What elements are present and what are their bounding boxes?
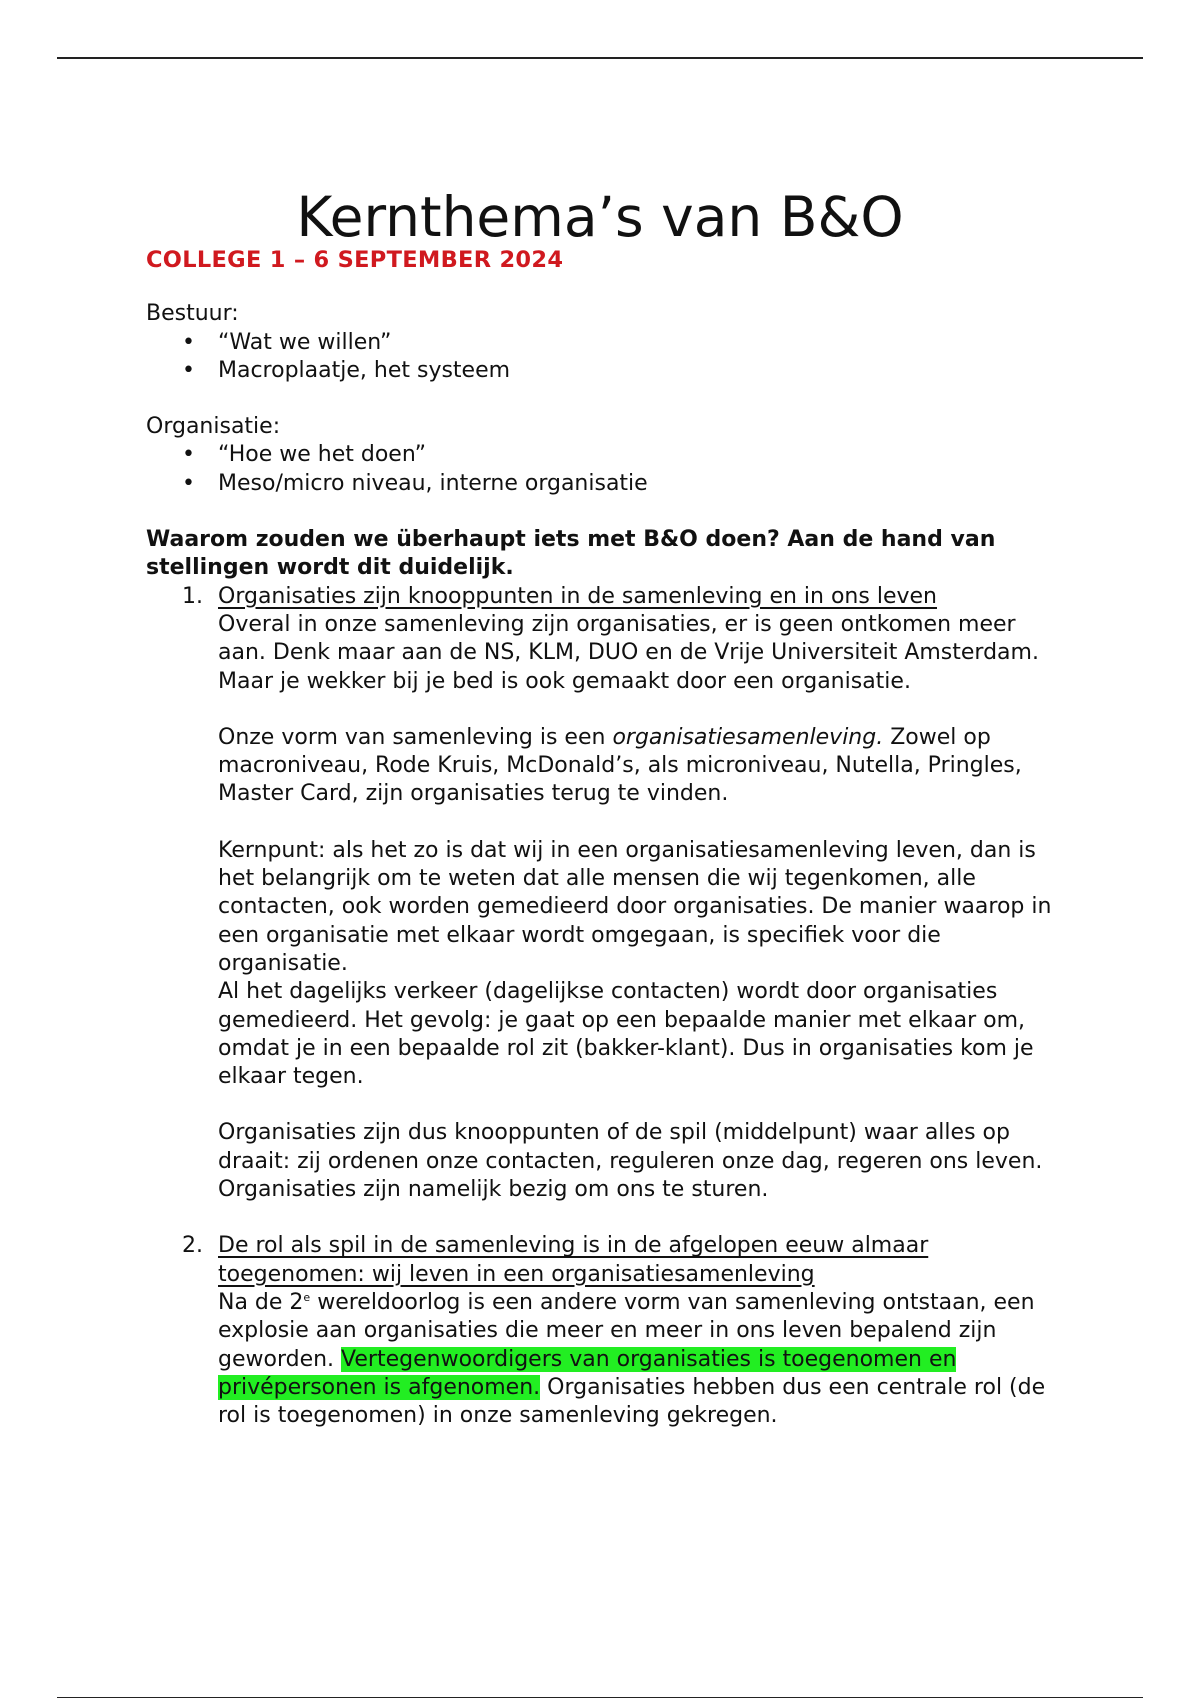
highlighted-text: Vertegenwoordigers van organisaties is toegenomen en privépersonen is afgenomen. <box>218 1346 957 1400</box>
statement-number: 1. <box>182 583 203 609</box>
superscript: e <box>303 1290 311 1304</box>
document-body <box>146 246 1066 1458</box>
paragraph <box>218 724 1066 809</box>
text-run: Zowel op macroniveau, Rode Kruis, McDonald’s, als microniveau, Nutella, Pringles, Master Card, zijn organisaties terug te vinden. <box>218 724 1022 807</box>
list-item: • “Hoe we het doen” <box>146 441 1066 469</box>
text-run: Na de 2 <box>218 1289 304 1315</box>
question-heading: Waarom zouden we überhaupt iets met B&O doen? Aan de hand van stellingen wordt dit duidelijk. <box>146 527 996 581</box>
statements-list <box>146 583 1066 1431</box>
text-run: Onze vorm van samenleving is een <box>218 724 613 750</box>
paragraph: Kernpunt: als het zo is dat wij in een organisatiesamenleving leven, dan is het belangrijk om te weten dat alle mensen die wij tegenkomen, alle contacten, ook worden gemedieerd door organisaties. De manier waarop in een organisatie met elkaar wordt omgegaan, is specifiek voor die organisatie. <box>218 837 1052 976</box>
top-rule <box>57 57 1143 59</box>
paragraph: Al het dagelijks verkeer (dagelijkse contacten) wordt door organisaties gemedieerd. Het gevolg: je gaat op een bepaalde manier met elkaar om, omdat je in een bepaalde rol zit (bakker-klant). Dus in organisaties kom je elkaar tegen. <box>218 979 1034 1090</box>
text-run: wereldoorlog is een andere vorm van samenleving ontstaan, een explosie aan organisaties die meer en meer in ons leven bepalend zijn geworden. <box>218 1289 1035 1372</box>
paragraph: Organisaties zijn dus knooppunten of de spil (middelpunt) waar alles op draait: zij ordenen onze contacten, reguleren onze dag, regeren ons leven. Organisaties zijn namelijk bezig om ons te sturen. <box>218 1120 1043 1203</box>
list-item: • Macroplaatje, het systeem <box>146 357 1066 385</box>
statement-heading: Organisaties zijn knooppunten in de samenleving en in ons leven <box>218 583 937 609</box>
organisatie-list <box>146 441 1066 498</box>
statement-item <box>146 1232 1066 1430</box>
bestuur-list <box>146 329 1066 386</box>
bottom-rule <box>57 1697 1143 1698</box>
list-item: • “Wat we willen” <box>146 329 1066 357</box>
italic-term: organisatiesamenleving. <box>612 724 884 750</box>
organisatie-label: Organisatie: <box>146 414 281 440</box>
statement-item <box>146 583 1066 1205</box>
statement-number: 2. <box>182 1233 203 1259</box>
college-heading: COLLEGE 1 – 6 SEPTEMBER 2024 <box>146 247 564 273</box>
paragraph <box>218 1289 1066 1430</box>
document-title: Kernthema’s van B&O <box>296 184 904 249</box>
bestuur-label: Bestuur: <box>146 301 239 327</box>
text-run: Organisaties hebben dus een centrale rol (de rol is toegenomen) in onze samenleving gekregen. <box>218 1374 1046 1429</box>
list-item: • Meso/micro niveau, interne organisatie <box>146 470 1066 498</box>
statement-heading: De rol als spil in de samenleving is in de afgelopen eeuw almaar toegenomen: wij leven in een organisatiesamenleving <box>218 1233 929 1287</box>
paragraph: Overal in onze samenleving zijn organisaties, er is geen ontkomen meer aan. Denk maar aan de NS, KLM, DUO en de Vrije Universiteit Amsterdam. Maar je wekker bij je bed is ook gemaakt door een organisatie. <box>218 611 1039 694</box>
